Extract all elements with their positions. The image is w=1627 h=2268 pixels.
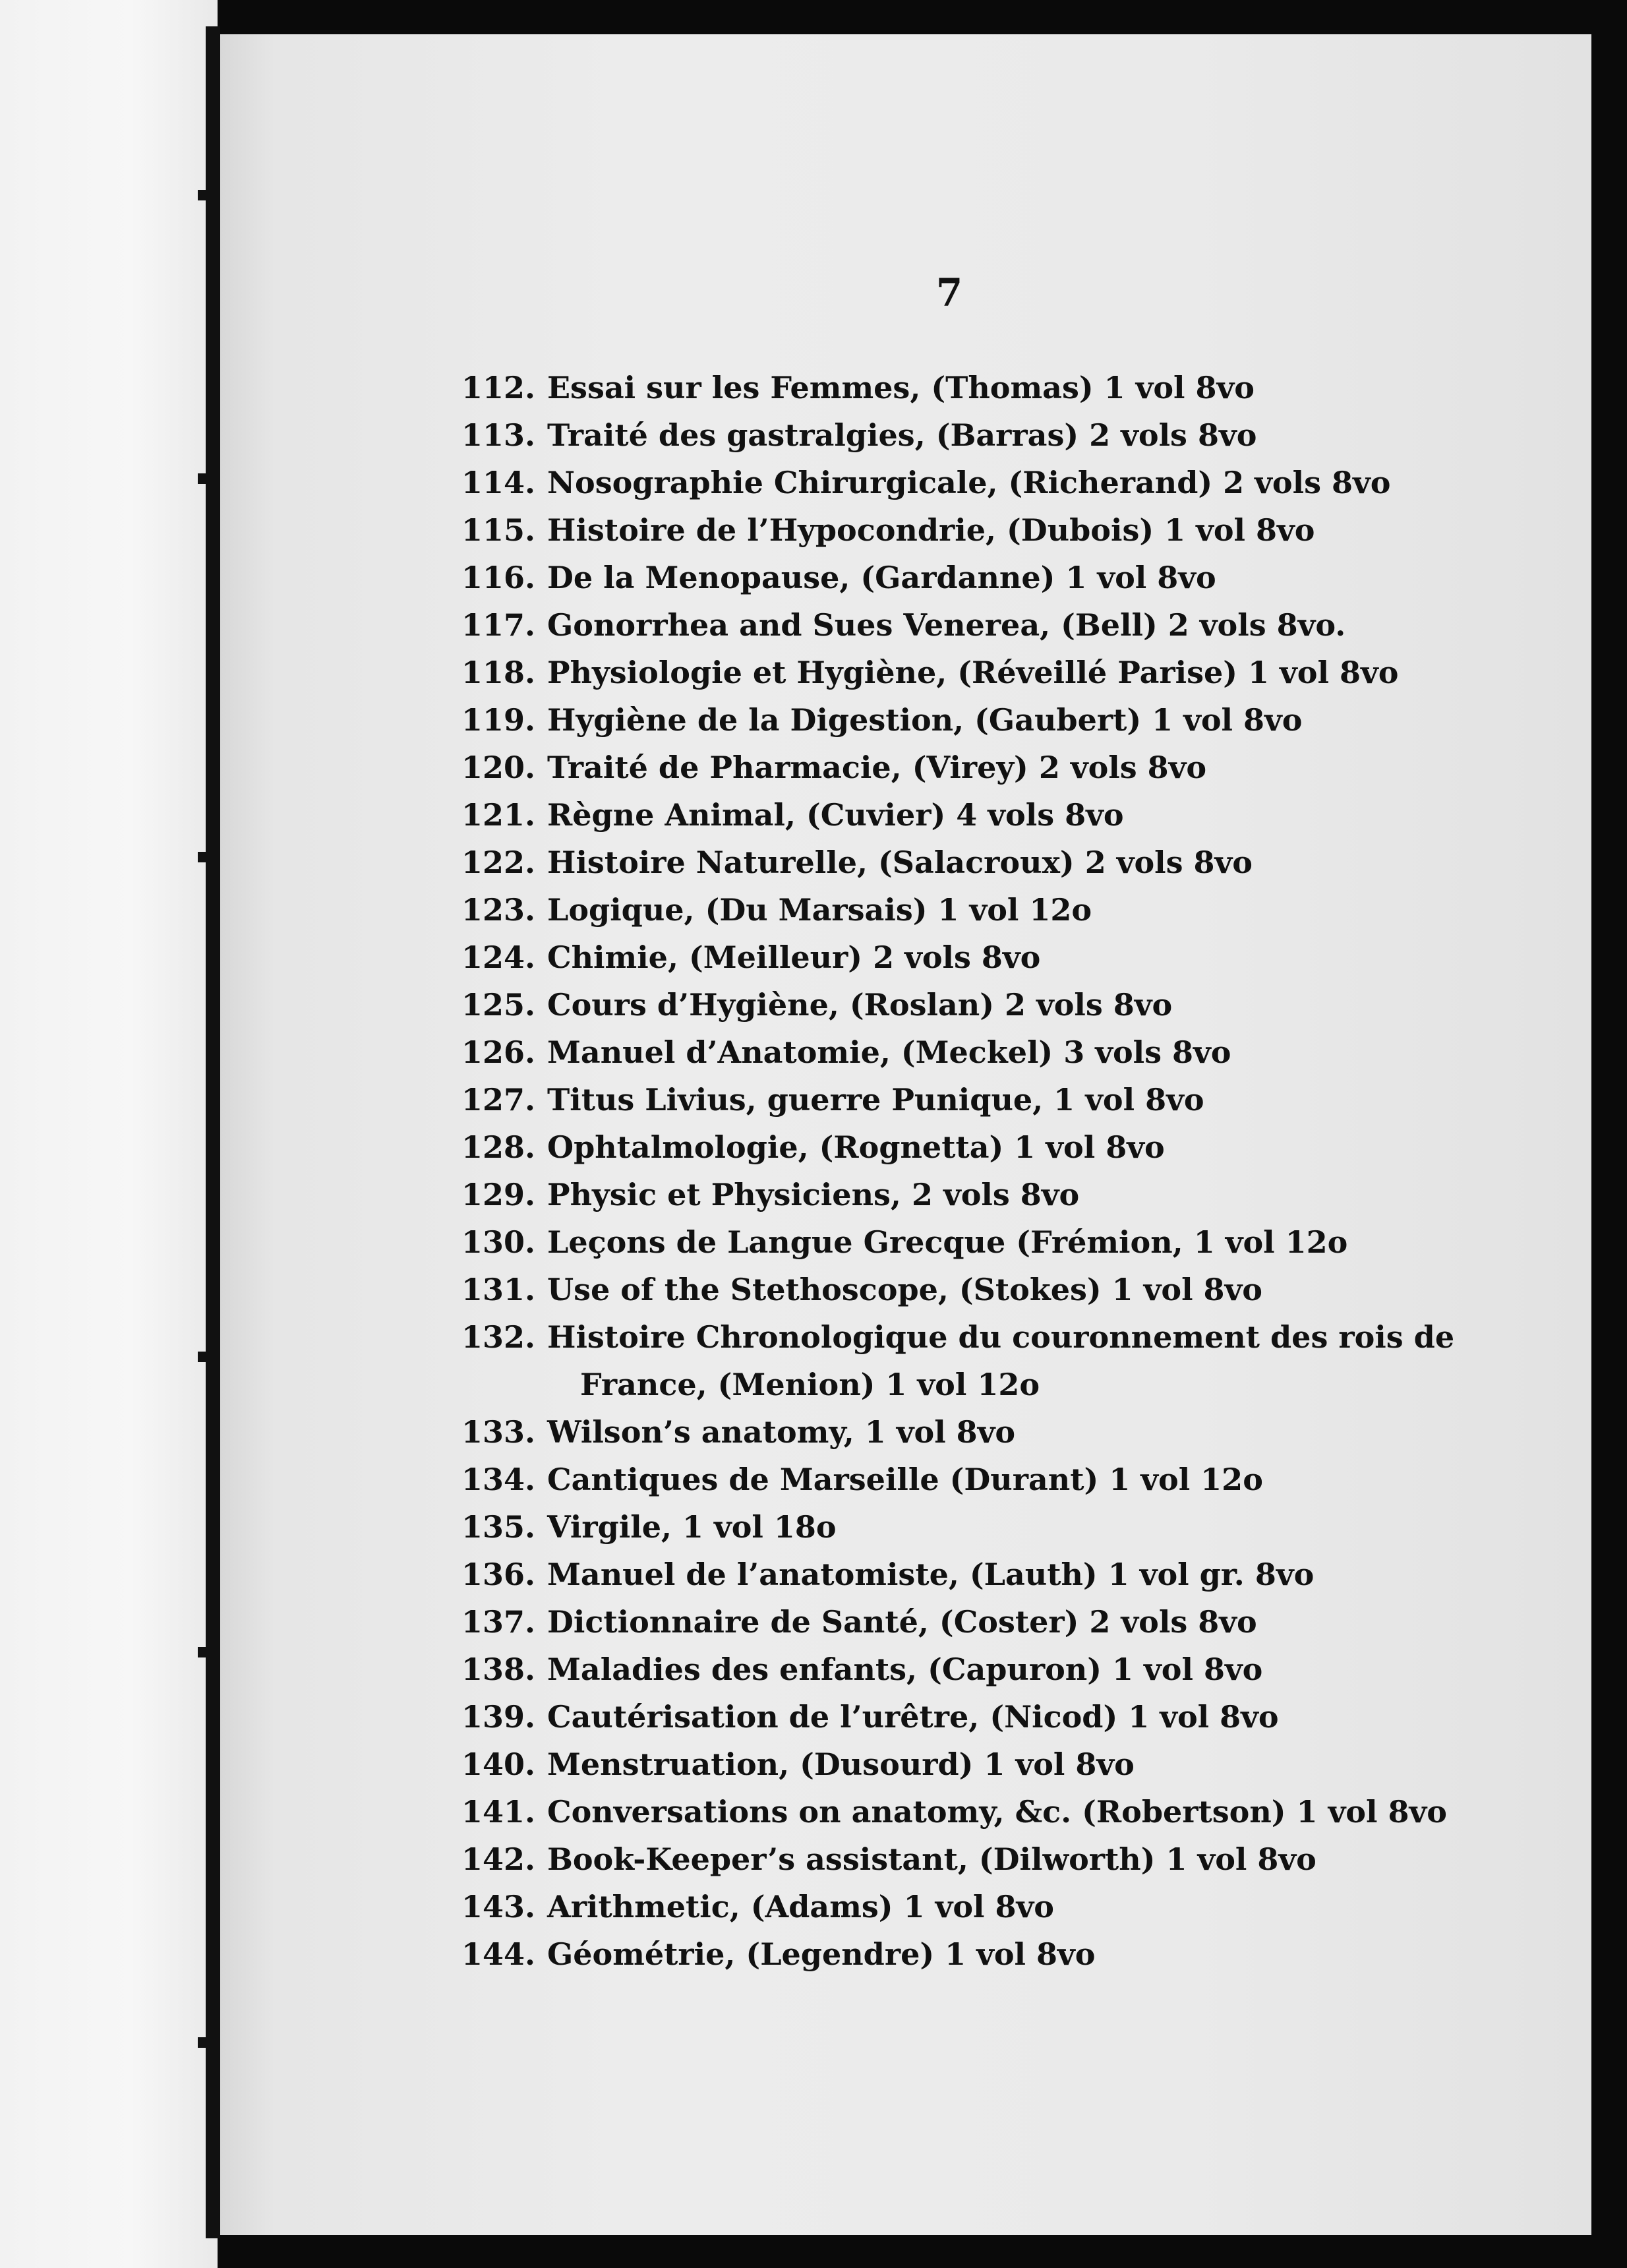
entry-number: 115. [461, 512, 536, 548]
entry-text: Physiologie et Hygiène, (Réveillé Parise) 1 vol 8vo [547, 655, 1399, 690]
entry-text: Leçons de Langue Grecque (Frémion, 1 vol 12o [547, 1224, 1348, 1260]
entry-text: Règne Animal, (Cuvier) 4 vols 8vo [547, 797, 1124, 833]
page-number: 7 [935, 270, 963, 315]
entry-number: 139. [461, 1699, 536, 1735]
list-item [461, 1930, 1602, 1978]
entry-number: 144. [461, 1936, 536, 1972]
entry-number: 127. [461, 1082, 536, 1118]
entry-number: 116. [461, 560, 536, 595]
entry-text: Histoire Naturelle, (Salacroux) 2 vols 8vo [547, 845, 1253, 880]
list-item [461, 364, 1602, 411]
list-item [461, 1218, 1602, 1266]
entry-number: 135. [461, 1509, 536, 1545]
list-item [461, 1551, 1602, 1598]
list-item [461, 744, 1602, 791]
list-item [461, 1788, 1602, 1835]
entry-number: 128. [461, 1129, 536, 1165]
entry-text: Virgile, 1 vol 18o [547, 1509, 837, 1545]
entry-number: 140. [461, 1746, 536, 1782]
catalog-entries-list [461, 364, 1602, 1978]
list-item [461, 1598, 1602, 1646]
entry-number: 129. [461, 1177, 536, 1212]
list-item [461, 696, 1602, 744]
entry-text: Traité des gastralgies, (Barras) 2 vols 8vo [547, 417, 1257, 453]
entry-number: 134. [461, 1462, 536, 1497]
entry-continuation: France, (Menion) 1 vol 12o [580, 1367, 1040, 1402]
entry-number: 142. [461, 1841, 536, 1877]
entry-number: 131. [461, 1272, 536, 1307]
entry-text: Physic et Physiciens, 2 vols 8vo [547, 1177, 1080, 1212]
list-item [461, 1456, 1602, 1503]
entry-text: Gonorrhea and Sues Venerea, (Bell) 2 vols 8vo. [547, 607, 1346, 643]
entry-text: Essai sur les Femmes, (Thomas) 1 vol 8vo [547, 370, 1255, 405]
entry-number: 133. [461, 1414, 536, 1450]
entry-text: Histoire de l’Hypocondrie, (Dubois) 1 vol 8vo [547, 512, 1315, 548]
entry-text: Dictionnaire de Santé, (Coster) 2 vols 8vo [547, 1604, 1257, 1640]
entry-number: 130. [461, 1224, 536, 1260]
entry-number: 119. [461, 702, 536, 738]
entry-text: Géométrie, (Legendre) 1 vol 8vo [547, 1936, 1096, 1972]
entry-text: Cautérisation de l’urêtre, (Nicod) 1 vol 8vo [547, 1699, 1279, 1735]
entry-text: Ophtalmologie, (Rognetta) 1 vol 8vo [547, 1129, 1165, 1165]
list-item [461, 506, 1602, 554]
entry-number: 117. [461, 607, 536, 643]
binding-line [206, 26, 220, 2238]
entry-text: Nosographie Chirurgicale, (Richerand) 2 vols 8vo [547, 465, 1391, 500]
list-item [461, 554, 1602, 601]
entry-number: 137. [461, 1604, 536, 1640]
entry-number: 132. [461, 1319, 536, 1355]
list-item [461, 1408, 1602, 1456]
list-item [461, 1883, 1602, 1930]
entry-number: 120. [461, 750, 536, 785]
entry-number: 124. [461, 940, 536, 975]
entry-text: De la Menopause, (Gardanne) 1 vol 8vo [547, 560, 1216, 595]
entry-text: Menstruation, (Dusourd) 1 vol 8vo [547, 1746, 1135, 1782]
entry-text: Cantiques de Marseille (Durant) 1 vol 12o [547, 1462, 1263, 1497]
list-item [461, 411, 1602, 459]
entry-number: 113. [461, 417, 536, 453]
list-item [461, 1503, 1602, 1551]
list-item [461, 1313, 1602, 1408]
entry-text: Logique, (Du Marsais) 1 vol 12o [547, 892, 1092, 928]
list-item [461, 1266, 1602, 1313]
entry-text: Titus Livius, guerre Punique, 1 vol 8vo [547, 1082, 1204, 1118]
entry-text: Conversations on anatomy, &c. (Robertson) 1 vol 8vo [547, 1794, 1447, 1830]
entry-number: 143. [461, 1889, 536, 1925]
list-item [461, 1693, 1602, 1741]
list-item [461, 1835, 1602, 1883]
entry-text: Maladies des enfants, (Capuron) 1 vol 8vo [547, 1652, 1263, 1687]
list-item [461, 1741, 1602, 1788]
entry-text: Chimie, (Meilleur) 2 vols 8vo [547, 940, 1041, 975]
entry-number: 123. [461, 892, 536, 928]
entry-text: Histoire Chronologique du couronnement des rois de [547, 1319, 1455, 1355]
list-item [461, 601, 1602, 649]
list-item [461, 1076, 1602, 1123]
list-item [461, 1123, 1602, 1171]
list-item [461, 649, 1602, 696]
previous-page-edge [0, 0, 218, 2268]
entry-text: Arithmetic, (Adams) 1 vol 8vo [547, 1889, 1054, 1925]
entry-number: 126. [461, 1034, 536, 1070]
list-item [461, 1171, 1602, 1218]
entry-number: 114. [461, 465, 536, 500]
entry-text: Book-Keeper’s assistant, (Dilworth) 1 vol 8vo [547, 1841, 1316, 1877]
list-item [461, 459, 1602, 506]
entry-number: 125. [461, 987, 536, 1023]
list-item [461, 886, 1602, 934]
entry-number: 141. [461, 1794, 536, 1830]
entry-number: 122. [461, 845, 536, 880]
list-item [461, 791, 1602, 839]
entry-text: Hygiène de la Digestion, (Gaubert) 1 vol 8vo [547, 702, 1303, 738]
list-item [461, 981, 1602, 1029]
entry-number: 138. [461, 1652, 536, 1687]
list-item [461, 839, 1602, 886]
entry-text: Manuel d’Anatomie, (Meckel) 3 vols 8vo [547, 1034, 1231, 1070]
entry-text: Manuel de l’anatomiste, (Lauth) 1 vol gr. 8vo [547, 1557, 1315, 1592]
entry-number: 136. [461, 1557, 536, 1592]
list-item [461, 934, 1602, 981]
list-item [461, 1029, 1602, 1076]
entry-text: Wilson’s anatomy, 1 vol 8vo [547, 1414, 1016, 1450]
entry-text: Cours d’Hygiène, (Roslan) 2 vols 8vo [547, 987, 1173, 1023]
list-item [461, 1646, 1602, 1693]
entry-number: 118. [461, 655, 536, 690]
entry-text: Traité de Pharmacie, (Virey) 2 vols 8vo [547, 750, 1207, 785]
entry-text: Use of the Stethoscope, (Stokes) 1 vol 8vo [547, 1272, 1262, 1307]
entry-number: 112. [461, 370, 536, 405]
entry-number: 121. [461, 797, 536, 833]
